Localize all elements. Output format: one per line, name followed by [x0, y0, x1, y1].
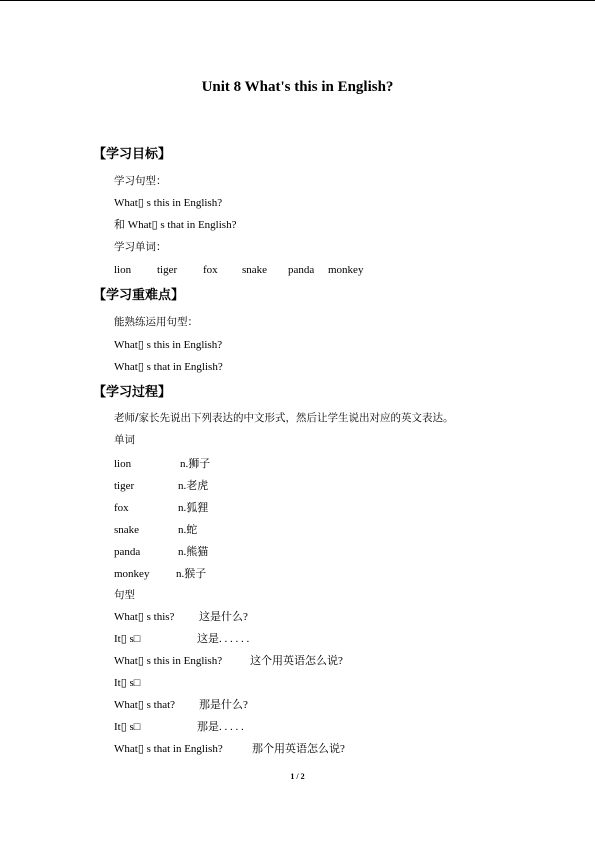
- vocab-cn: n.蛇: [178, 524, 198, 536]
- word-item: panda: [288, 264, 315, 276]
- vocab-en: fox: [114, 502, 129, 514]
- sentence-en: What▯ s this in English?: [114, 655, 223, 667]
- instruction-text: 老师/家长先说出下列表达的中文形式，然后让学生说出对应的英文表达。: [114, 412, 454, 424]
- vocab-cn: n.猴子: [176, 568, 207, 580]
- vocab-en: panda: [114, 546, 141, 558]
- vocab-label: 单词: [114, 434, 135, 446]
- word-item: lion: [114, 264, 132, 276]
- vocab-cn: n.狮子: [180, 458, 211, 470]
- key-sentence-1: What▯ s this in English?: [114, 339, 223, 351]
- sentence-cn: 那是什么?: [199, 699, 248, 711]
- sentence-cn: 那个用英语怎么说?: [252, 743, 345, 755]
- vocab-cn: n.熊猫: [178, 546, 209, 558]
- key-points-label: 能熟练运用句型：: [114, 316, 198, 328]
- key-sentence-2: What▯ s that in English?: [114, 361, 223, 373]
- vocab-cn: n.狐狸: [178, 502, 209, 514]
- sentence-en: It▯ s□: [114, 677, 141, 689]
- goal-sentence-2: 和 What▯ s that in English?: [114, 219, 237, 231]
- sentence-pattern-heading: 句型: [114, 589, 135, 601]
- page-title: Unit 8 What's this in English?: [201, 79, 394, 95]
- top-rule: [0, 0, 595, 1]
- sentence-cn: 这个用英语怎么说?: [250, 655, 343, 667]
- sentence-en: It▯ s□: [114, 721, 141, 733]
- goal-sentence-1: What▯ s this in English?: [114, 197, 223, 209]
- sentence-cn: 这是什么?: [199, 611, 248, 623]
- word-item: fox: [203, 264, 218, 276]
- section-heading-goals: 【学习目标】: [93, 147, 172, 162]
- vocab-cn: n.老虎: [178, 480, 209, 492]
- sentence-en: What▯ s that in English?: [114, 743, 223, 755]
- vocab-en: lion: [114, 458, 132, 470]
- page-number: 1 / 2: [290, 772, 305, 781]
- sentence-cn: 这是. . . . . .: [197, 633, 250, 645]
- word-item: tiger: [157, 264, 178, 276]
- sentence-en: What▯ s that?: [114, 699, 176, 711]
- sentence-en: It▯ s□: [114, 633, 141, 645]
- vocab-en: tiger: [114, 480, 135, 492]
- vocab-en: snake: [114, 524, 140, 536]
- sentence-cn: 那是. . . . .: [197, 721, 244, 733]
- word-list-label: 学习单词：: [114, 241, 167, 253]
- word-item: snake: [242, 264, 268, 276]
- vocab-en: monkey: [114, 568, 150, 580]
- section-heading-process: 【学习过程】: [93, 385, 172, 400]
- section-heading-key-points: 【学习重难点】: [93, 288, 185, 303]
- word-item: monkey: [328, 264, 364, 276]
- sentence-en: What▯ s this?: [114, 611, 175, 623]
- sentence-pattern-label: 学习句型：: [114, 175, 167, 187]
